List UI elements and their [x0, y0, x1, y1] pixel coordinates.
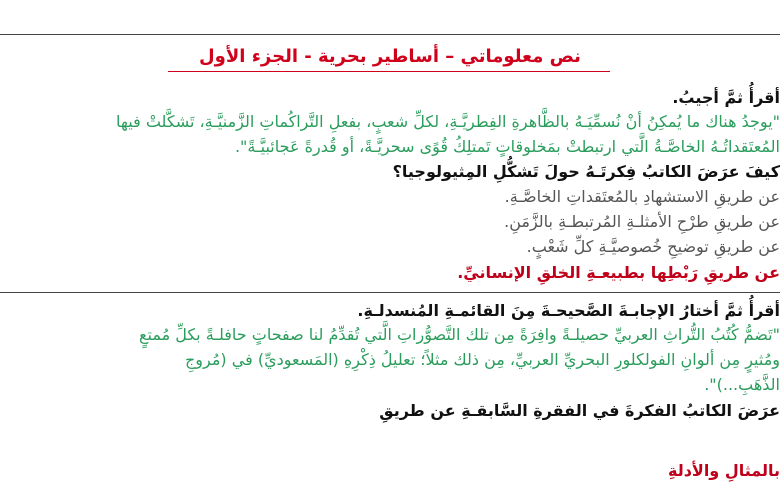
section1-option-3[interactable]: عن طريقِ توضيحِ خُصوصيَّـةِ كلِّ شَعْبٍ.	[526, 237, 780, 256]
page-title: نص معلوماتي – أساطير بحرية - الجزء الأول	[199, 46, 581, 67]
section1-quote-line-2: المُعتَقداتُـهُ الخاصَّـةُ الَّتي ارتبطتْ بمَخلوقاتٍ تَمتلِكُ قُوًى سحريَّـةً، أو قُدرةً عَجائبيَّـةً".	[234, 137, 780, 156]
top-divider	[0, 34, 780, 35]
section1-instruction: أقرأُ ثمَّ أجيبُ.	[672, 88, 780, 107]
section1-question: كيفَ عرَضَ الكاتبُ فِكرتَـهُ حولَ تَشكُّلِ المِثيولوجيا؟	[392, 162, 780, 181]
section1-option-2[interactable]: عن طريقِ طرْحِ الأمثلـةِ المُرتبطـةِ بالزَّمَنِ.	[504, 212, 780, 231]
section1-correct-answer[interactable]: عن طريقِ رَبْطِها بطبيعـةِ الخلقِ الإنسانيِّ.	[457, 263, 780, 282]
section2-question: عرَضَ الكاتبُ الفكرةَ في الفقرةِ السَّابقـةِ عن طريقِ	[379, 401, 780, 420]
section1-quote-line-1: "يوجدُ هناك ما يُمكِنُ أنْ نُسمِّيَـهُ بالظَّاهرةِ الفِطريَّـةِ، لكلِّ شعبٍ، بفعلِ التَّراكُماتِ الزَّمنيَّـةِ، تَشكَّلتْ فيها	[116, 112, 780, 131]
section-divider	[0, 292, 780, 293]
section2-answer-dropdown[interactable]: بالمثالِ والأدلةِ	[667, 461, 780, 480]
section2-quote-line-1: "تَضمُّ كُتُبُ التُّراثِ العربيِّ حصيلـةً وافِرَةً مِن تلك التَّصوُّراتِ الَّتي تُقدِّمُ لنا صفحاتٍ حافلـةً بكلِّ مُمتعٍ	[138, 325, 780, 344]
section2-quote-line-2: ومُثيرٍ مِن ألوانِ الفولكلورِ البحريِّ العربيِّ، مِن ذلك مثلاً؛ تعليلُ ذِكْرِهِ (المَسعوديِّ) في (مُروجِ	[184, 350, 780, 369]
section2-instruction: أقرأُ ثمَّ أختارُ الإجابـةَ الصَّحيحـةَ مِنَ القائمـةِ المُنسدلـةِ.	[357, 301, 780, 320]
section2-quote-line-3: الذَّهَبِ...)".	[704, 375, 780, 394]
title-underline	[168, 71, 610, 72]
section1-option-1[interactable]: عن طريقِ الاستشهادِ بالمُعتَقداتِ الخاصَّـةِ.	[504, 187, 780, 206]
